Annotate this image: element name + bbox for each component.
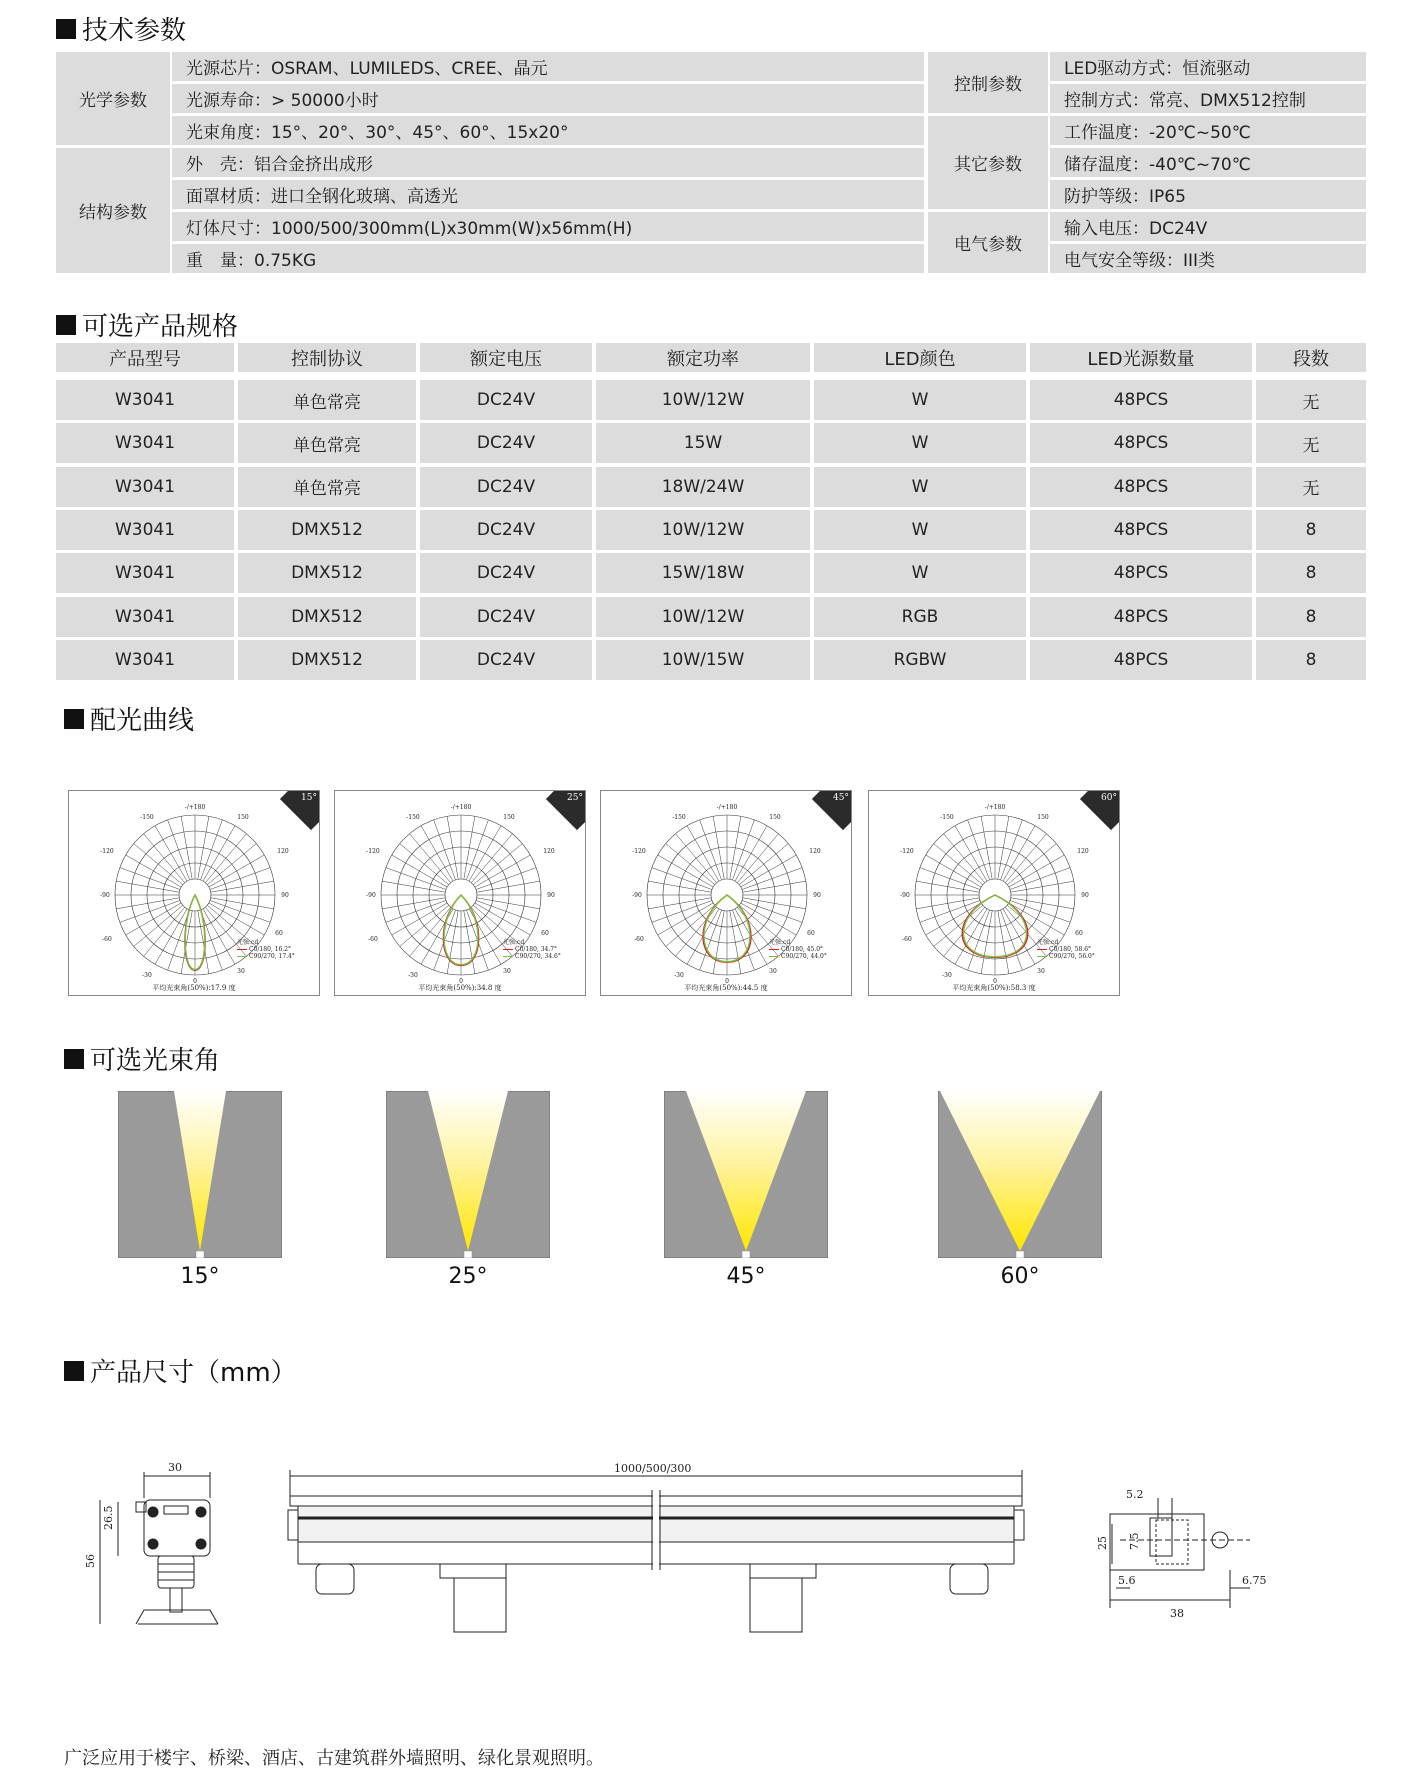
table-cell: DC24V <box>420 553 592 593</box>
legend-entry <box>237 946 295 953</box>
angle-label: 60 <box>1075 930 1083 937</box>
legend-entry <box>1037 953 1095 960</box>
legend-swatch <box>1037 956 1047 957</box>
polar-spoke <box>120 900 180 922</box>
front-view-drawing <box>288 1462 1024 1632</box>
polar-spoke <box>1010 900 1070 922</box>
table-cell: 48PCS <box>1030 640 1252 680</box>
dim-25: 25 <box>1096 1536 1109 1550</box>
angle-label: 30 <box>503 968 511 975</box>
angle-label: -30 <box>674 972 684 979</box>
dimension-drawings <box>0 1440 1420 1740</box>
beam-tag-label: 15° <box>301 793 317 803</box>
polar-spoke <box>120 868 180 890</box>
polar-spoke <box>1011 881 1074 892</box>
table-cell: 15W/18W <box>596 553 810 593</box>
angle-label: -60 <box>634 936 644 943</box>
table-cell: W3041 <box>56 597 234 637</box>
polar-caption: 平均光束角(50%):34.8 度 <box>418 984 502 992</box>
polar-spoke <box>968 820 990 880</box>
polar-spoke <box>434 820 456 880</box>
dim-7-5: 7.5 <box>1128 1532 1141 1550</box>
table-cell: 10W/12W <box>596 380 810 420</box>
side-view-drawing <box>84 1461 218 1624</box>
optical-row: 光束角度：15°、20°、30°、45°、60°、15x20° <box>172 116 924 145</box>
legend-entry <box>503 946 561 953</box>
polar-spoke <box>210 868 270 890</box>
legend-swatch <box>769 949 779 950</box>
electrical-row: 输入电压：DC24V <box>1050 212 1366 241</box>
table-cell: 15W <box>596 423 810 463</box>
table-cell: W3041 <box>56 553 234 593</box>
dim-height: 56 <box>84 1554 97 1568</box>
table-cell: W <box>814 380 1026 420</box>
angle-label: -150 <box>406 814 420 821</box>
beam-cone <box>938 1091 1102 1258</box>
angle-label: 90 <box>281 892 289 899</box>
polar-spoke <box>968 910 990 970</box>
polar-spoke <box>981 816 992 879</box>
table-cell: W <box>814 423 1026 463</box>
polar-spoke <box>742 900 802 922</box>
polar-spoke <box>116 898 179 909</box>
polar-plot <box>68 790 320 996</box>
angle-label: -/+180 <box>716 804 738 811</box>
table-cell: 18W/24W <box>596 467 810 507</box>
dim-height-part: 26.5 <box>102 1505 115 1530</box>
polar-legend <box>503 939 561 960</box>
table-header-cell: LED颜色 <box>814 343 1026 372</box>
angle-label: -60 <box>368 936 378 943</box>
table-cell: RGB <box>814 597 1026 637</box>
polar-spoke <box>916 898 979 909</box>
polar-spoke <box>476 900 536 922</box>
legend-label: C0/180, 45.0° <box>781 946 824 953</box>
table-cell: DC24V <box>420 640 592 680</box>
legend-label: C0/180, 16.2° <box>249 946 292 953</box>
angle-label: -30 <box>142 972 152 979</box>
angle-label: -120 <box>900 848 914 855</box>
angle-label: 60 <box>807 930 815 937</box>
table-cell: W3041 <box>56 423 234 463</box>
optical-row: 光源寿命：> 50000小时 <box>172 84 924 113</box>
dim-6-75: 6.75 <box>1242 1574 1267 1587</box>
polar-spoke <box>916 881 979 892</box>
polar-spoke <box>447 816 458 879</box>
angle-label: -/+180 <box>984 804 1006 811</box>
beam-cone <box>664 1091 828 1258</box>
legend-entry <box>769 946 827 953</box>
legend-title: 光强:cd <box>237 939 259 946</box>
angle-label: -150 <box>672 814 686 821</box>
angle-label: 0 <box>993 978 997 985</box>
polar-spoke <box>466 820 488 880</box>
other-row: 防护等级：IP65 <box>1050 180 1366 209</box>
optical-label: 光学参数 <box>56 52 170 145</box>
square-bullet-icon <box>56 19 76 39</box>
table-cell: RGBW <box>814 640 1026 680</box>
table-cell: 48PCS <box>1030 380 1252 420</box>
table-cell: 48PCS <box>1030 597 1252 637</box>
legend-swatch <box>769 956 779 957</box>
polar-spoke <box>920 868 980 890</box>
angle-label: 120 <box>543 848 555 855</box>
angle-label: -150 <box>940 814 954 821</box>
angle-label: -90 <box>900 892 910 899</box>
angle-label: 90 <box>813 892 821 899</box>
angle-label: 30 <box>1037 968 1045 975</box>
structural-row: 面罩材质：进口全钢化玻璃、高透光 <box>172 180 924 209</box>
polar-spoke <box>386 868 446 890</box>
legend-swatch <box>237 956 247 957</box>
table-cell: 8 <box>1256 640 1366 680</box>
table-cell: 单色常亮 <box>238 423 416 463</box>
legend-title: 光强:cd <box>769 939 791 946</box>
square-bullet-icon <box>64 709 84 729</box>
table-cell: DC24V <box>420 423 592 463</box>
square-bullet-icon <box>56 315 76 335</box>
polar-plot <box>600 790 852 996</box>
section-title-dimensions: 产品尺寸（mm） <box>64 1352 297 1389</box>
angle-label: 150 <box>769 814 781 821</box>
table-header-cell: 产品型号 <box>56 343 234 372</box>
table-cell: DMX512 <box>238 510 416 550</box>
polar-spoke <box>198 816 209 879</box>
structural-row: 重 量：0.75KG <box>172 244 924 273</box>
table-cell: 无 <box>1256 423 1366 463</box>
other-row: 储存温度：-40℃~70℃ <box>1050 148 1366 177</box>
polar-spoke <box>648 881 711 892</box>
table-cell: W <box>814 467 1026 507</box>
table-cell: DC24V <box>420 510 592 550</box>
polar-spoke <box>920 900 980 922</box>
polar-spoke <box>1000 910 1022 970</box>
polar-spoke <box>998 911 1009 974</box>
polar-caption: 平均光束角(50%):58.3 度 <box>952 984 1036 992</box>
polar-spoke <box>210 900 270 922</box>
polar-legend <box>237 939 295 960</box>
polar-spoke <box>700 820 722 880</box>
beam-cone <box>118 1091 282 1258</box>
legend-label: C0/180, 58.6° <box>1049 946 1092 953</box>
table-cell: W <box>814 510 1026 550</box>
table-cell: 8 <box>1256 510 1366 550</box>
angle-label: -90 <box>632 892 642 899</box>
polar-plot <box>868 790 1120 996</box>
polar-spoke <box>981 911 992 974</box>
polar-spoke <box>743 881 806 892</box>
angle-label: 120 <box>1077 848 1089 855</box>
electrical-label: 电气参数 <box>928 212 1048 273</box>
table-cell: DC24V <box>420 597 592 637</box>
table-cell: DMX512 <box>238 597 416 637</box>
table-cell: 48PCS <box>1030 467 1252 507</box>
angle-label: 150 <box>1037 814 1049 821</box>
angle-label: -150 <box>140 814 154 821</box>
table-cell: 无 <box>1256 467 1366 507</box>
table-cell: DMX512 <box>238 553 416 593</box>
optical-row: 光源芯片：OSRAM、LUMILEDS、CREE、晶元 <box>172 52 924 81</box>
beam-tag-label: 25° <box>567 793 583 803</box>
table-cell: W <box>814 553 1026 593</box>
polar-spoke <box>730 816 741 879</box>
angle-label: 90 <box>547 892 555 899</box>
angle-label: -30 <box>408 972 418 979</box>
table-cell: DC24V <box>420 467 592 507</box>
polar-spoke <box>382 898 445 909</box>
angle-label: 0 <box>459 978 463 985</box>
angle-label: -/+180 <box>184 804 206 811</box>
angle-label: -120 <box>100 848 114 855</box>
polar-spoke <box>200 820 222 880</box>
beam-tag-label: 45° <box>833 793 849 803</box>
structural-label: 结构参数 <box>56 148 170 273</box>
polar-spoke <box>386 900 446 922</box>
polar-spoke <box>211 898 274 909</box>
angle-label: -120 <box>632 848 646 855</box>
structural-row: 外 壳：铝合金挤出成形 <box>172 148 924 177</box>
table-cell: W3041 <box>56 467 234 507</box>
other-row: 工作温度：-20℃~50℃ <box>1050 116 1366 145</box>
legend-entry <box>237 953 295 960</box>
angle-label: -60 <box>902 936 912 943</box>
polar-spoke <box>742 868 802 890</box>
polar-caption: 平均光束角(50%):17.9 度 <box>152 984 236 992</box>
polar-legend <box>769 939 827 960</box>
section-title-beam-angles: 可选光束角 <box>64 1040 220 1077</box>
dim-width: 30 <box>168 1461 182 1474</box>
structural-row: 灯体尺寸：1000/500/300mm(L)x30mm(W)x56mm(H) <box>172 212 924 241</box>
angle-label: 120 <box>277 848 289 855</box>
table-cell: 单色常亮 <box>238 380 416 420</box>
beam-cone <box>386 1091 550 1258</box>
legend-swatch <box>1037 949 1047 950</box>
beam-angle-label: 25° <box>448 1264 488 1289</box>
polar-spoke <box>713 911 724 974</box>
table-header-cell: 额定电压 <box>420 343 592 372</box>
table-cell: 8 <box>1256 553 1366 593</box>
polar-spoke <box>1011 898 1074 909</box>
polar-spoke <box>181 816 192 879</box>
polar-spoke <box>730 911 741 974</box>
application-note: 广泛应用于楼宇、桥梁、酒店、古建筑群外墙照明、绿化景观照明。 <box>64 1748 604 1769</box>
beam-angle-label: 60° <box>1000 1264 1040 1289</box>
table-cell: 10W/15W <box>596 640 810 680</box>
table-cell: 单色常亮 <box>238 467 416 507</box>
polar-spoke <box>652 900 712 922</box>
table-cell: 48PCS <box>1030 423 1252 463</box>
polar-spoke <box>477 881 540 892</box>
angle-label: 120 <box>809 848 821 855</box>
polar-legend <box>1037 939 1095 960</box>
section-title-options: 可选产品规格 <box>56 306 238 343</box>
other-label: 其它参数 <box>928 116 1048 209</box>
legend-label: C90/270, 34.6° <box>515 953 561 960</box>
legend-label: C90/270, 17.4° <box>249 953 295 960</box>
table-cell: W3041 <box>56 640 234 680</box>
table-header-cell: 段数 <box>1256 343 1366 372</box>
control-label: 控制参数 <box>928 52 1048 113</box>
angle-label: 30 <box>769 968 777 975</box>
angle-label: -90 <box>366 892 376 899</box>
polar-spoke <box>648 898 711 909</box>
angle-label: 30 <box>237 968 245 975</box>
polar-spoke <box>998 816 1009 879</box>
polar-spoke <box>713 816 724 879</box>
end-view-drawing <box>1096 1488 1267 1620</box>
polar-spoke <box>732 820 754 880</box>
table-header-cell: 控制协议 <box>238 343 416 372</box>
angle-label: 60 <box>275 930 283 937</box>
dim-length: 1000/500/300 <box>614 1462 692 1475</box>
legend-label: C0/180, 34.7° <box>515 946 558 953</box>
table-cell: W3041 <box>56 380 234 420</box>
control-row: LED驱动方式：恒流驱动 <box>1050 52 1366 81</box>
legend-entry <box>1037 946 1095 953</box>
square-bullet-icon <box>64 1361 84 1381</box>
polar-spoke <box>116 881 179 892</box>
table-cell: 48PCS <box>1030 510 1252 550</box>
legend-label: C90/270, 56.0° <box>1049 953 1095 960</box>
table-cell: 10W/12W <box>596 510 810 550</box>
square-bullet-icon <box>64 1049 84 1069</box>
legend-label: C90/270, 44.0° <box>781 953 827 960</box>
section-title-photometric: 配光曲线 <box>64 700 194 737</box>
table-cell: W3041 <box>56 510 234 550</box>
polar-spoke <box>168 820 190 880</box>
legend-swatch <box>237 949 247 950</box>
angle-label: 60 <box>541 930 549 937</box>
section-title-tech: 技术参数 <box>56 10 186 47</box>
table-cell: 10W/12W <box>596 597 810 637</box>
beam-tag-label: 60° <box>1101 793 1117 803</box>
polar-spoke <box>382 881 445 892</box>
table-cell: DMX512 <box>238 640 416 680</box>
table-header-cell: 额定功率 <box>596 343 810 372</box>
angle-label: -120 <box>366 848 380 855</box>
polar-spoke <box>211 881 274 892</box>
polar-caption: 平均光束角(50%):44.5 度 <box>684 984 768 992</box>
electrical-row: 电气安全等级：III类 <box>1050 244 1366 273</box>
angle-label: 150 <box>503 814 515 821</box>
table-cell: DC24V <box>420 380 592 420</box>
legend-title: 光强:cd <box>503 939 525 946</box>
polar-spoke <box>1000 820 1022 880</box>
dim-5-2: 5.2 <box>1126 1488 1144 1501</box>
table-cell: 8 <box>1256 597 1366 637</box>
angle-label: -60 <box>102 936 112 943</box>
legend-entry <box>503 953 561 960</box>
polar-spoke <box>464 816 475 879</box>
polar-spoke <box>743 898 806 909</box>
table-cell: 48PCS <box>1030 553 1252 593</box>
legend-swatch <box>503 956 513 957</box>
polar-spoke <box>476 868 536 890</box>
beam-angle-label: 45° <box>726 1264 766 1289</box>
polar-spoke <box>477 898 540 909</box>
angle-label: 90 <box>1081 892 1089 899</box>
angle-label: 0 <box>725 978 729 985</box>
table-cell: 无 <box>1256 380 1366 420</box>
angle-label: -30 <box>942 972 952 979</box>
polar-spoke <box>1010 868 1070 890</box>
control-row: 控制方式：常亮、DMX512控制 <box>1050 84 1366 113</box>
angle-label: -90 <box>100 892 110 899</box>
legend-entry <box>769 953 827 960</box>
angle-label: 150 <box>237 814 249 821</box>
legend-swatch <box>503 949 513 950</box>
dim-38: 38 <box>1170 1607 1184 1620</box>
angle-label: -/+180 <box>450 804 472 811</box>
angle-label: 0 <box>193 978 197 985</box>
legend-title: 光强:cd <box>1037 939 1059 946</box>
beam-angle-label: 15° <box>180 1264 220 1289</box>
dim-5-6: 5.6 <box>1118 1574 1136 1587</box>
table-header-cell: LED光源数量 <box>1030 343 1252 372</box>
polar-plot <box>334 790 586 996</box>
polar-spoke <box>652 868 712 890</box>
